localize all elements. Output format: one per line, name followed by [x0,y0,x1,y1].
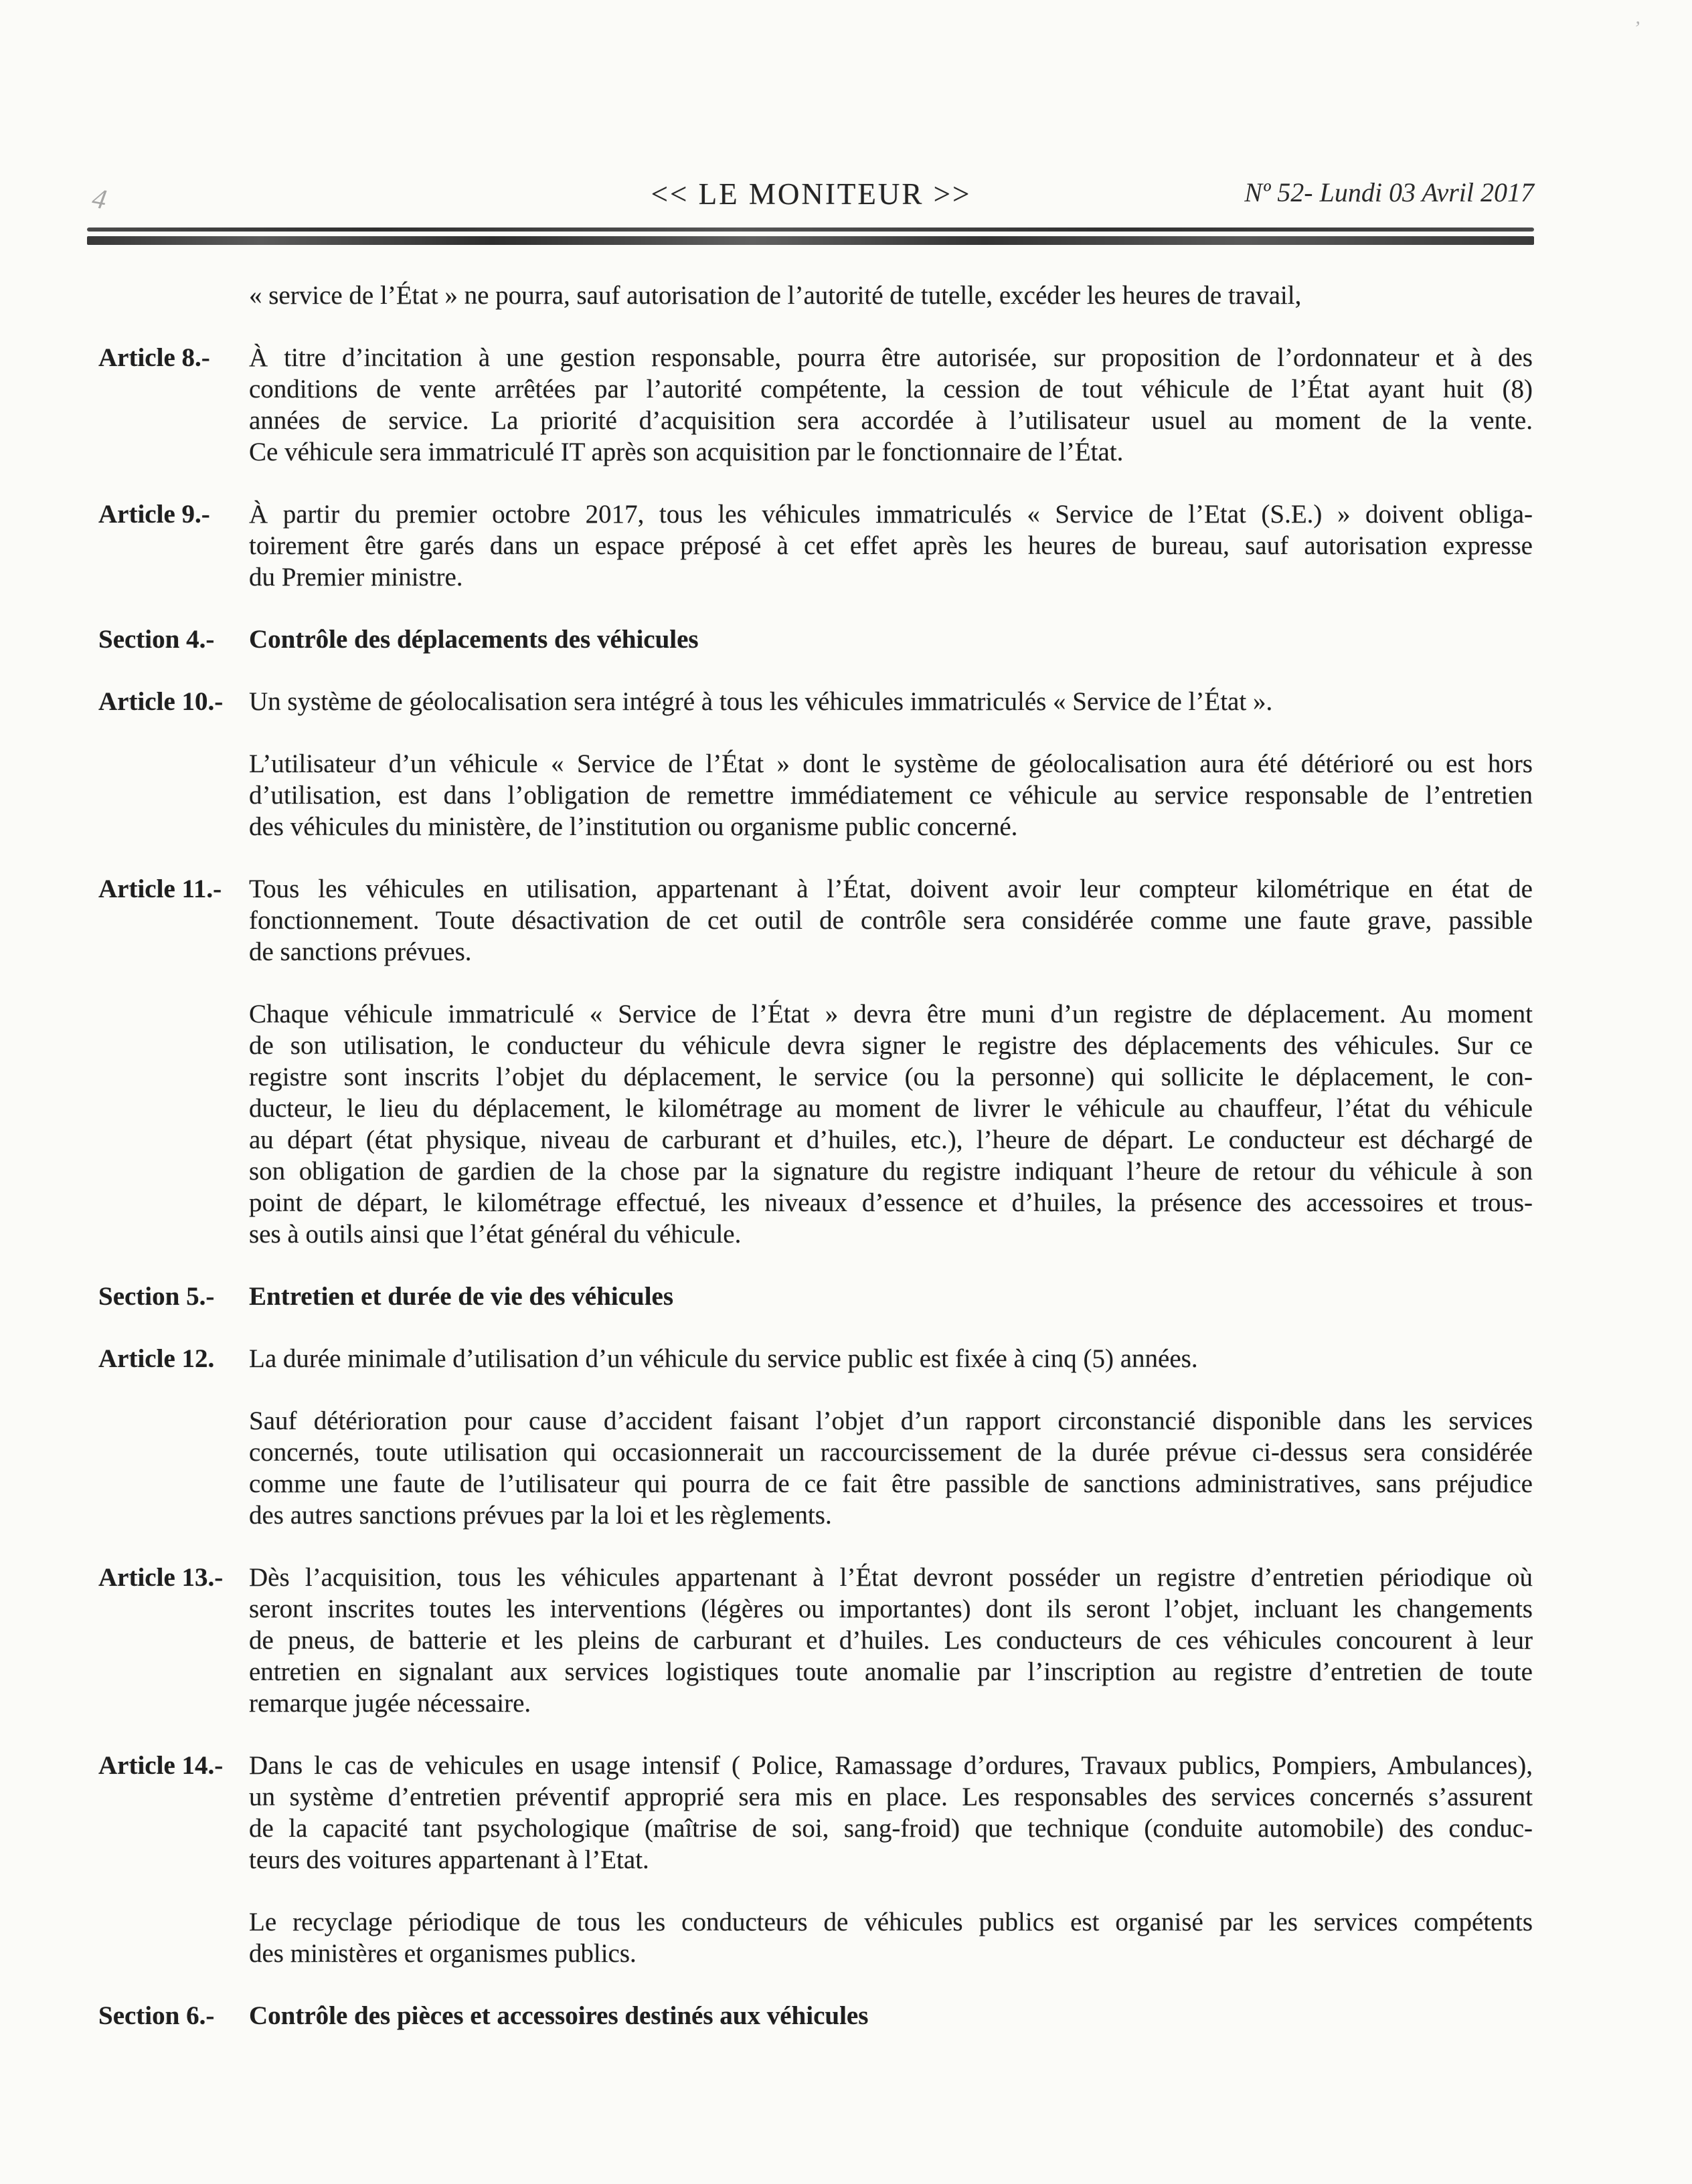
section-label: Section 4.- [98,625,215,654]
block-text [249,1906,1533,1969]
text-line: fonctionnement. Toute désactivation de cet outil de contrôle sera considérée comme une faute grave, passible [249,906,1533,935]
text-line: du Premier ministre. [249,563,463,592]
article-label: Article 12. [98,1344,215,1373]
text-line: années de service. La priorité d’acquisition sera accordée à l’utilisateur usuel au moment de la vente. [249,406,1533,435]
gazette-title: << LE MONITEUR >> [651,177,972,211]
page-number: 4 [90,183,109,216]
text-line: Dans le cas de vehicules en usage intensif ( Police, Ramassage d’ordures, Travaux publics, Pompiers, Ambulances), [249,1751,1533,1780]
text-line: concernés, toute utilisation qui occasionnerait un raccourcissement de la durée prévue ci-dessus sera considérée [249,1438,1533,1467]
article-text [249,686,1533,717]
text-line: des autres sanctions prévues par la loi et les règlements. [249,1501,832,1530]
text-line: « service de l’État » ne pourra, sauf autorisation de l’autorité de tutelle, excéder les heures de travail, [249,281,1302,310]
text-line: Un système de géolocalisation sera intégré à tous les véhicules immatriculés « Service de l’État ». [249,687,1273,716]
text-line: de son utilisation, le conducteur du véhicule devra signer le registre des déplacements des véhicules. Sur ce [249,1031,1533,1060]
text-line: point de départ, le kilométrage effectué, les niveaux d’essence et d’huiles, la présence des accessoires et trous- [249,1188,1533,1217]
text-line: comme une faute de l’utilisateur qui pourra de ce fait être passible de sanctions administratives, sans préjudice [249,1469,1533,1498]
text-line: Entretien et durée de vie des véhicules [249,1282,674,1311]
text-line: L’utilisateur d’un véhicule « Service de l’État » dont le système de géolocalisation aura été détérioré ou est hors [249,749,1533,778]
block-label [98,998,249,1250]
text-line: Le recyclage périodique de tous les conducteurs de véhicules publics est organisé par les services compétents [249,1908,1533,1936]
section-title [249,624,1533,655]
article-14-block [98,1750,1533,1876]
section-label: Section 6.- [98,2001,215,2030]
article-text [249,498,1533,593]
article-label: Article 11.- [98,875,222,903]
divider-line-bottom [87,236,1534,245]
text-line: entretien en signalant aux services logistiques toute anomalie par l’inscription au registre d’entretien de toute [249,1657,1533,1686]
section-title [249,2000,1533,2031]
text-line: toirement être garés dans un espace préposé à cet effet après les heures de bureau, sauf autorisation expresse [249,531,1533,560]
article-label: Article 10.- [98,687,224,716]
text-line: Contrôle des déplacements des véhicules [249,625,699,654]
text-line: À titre d’incitation à une gestion responsable, pourra être autorisée, sur proposition de l’ordonnateur et à des [249,343,1533,372]
section-label: Section 5.- [98,1282,215,1311]
article-13-block [98,1562,1533,1719]
article-12-block [98,1343,1533,1374]
text-line: de pneus, de batterie et les pleins de carburant et d’huiles. Les conducteurs de ces véhicules concourent à leur [249,1626,1533,1655]
text-line: teurs des voitures appartenant à l’Etat. [249,1845,649,1874]
article-10-block [98,686,1533,717]
document-body [98,280,1533,2062]
section-5-heading [98,1281,1533,1312]
text-line: de sanctions prévues. [249,937,472,966]
text-line: conditions de vente arrêtées par l’autorité compétente, la cession de tout véhicule de l’État ayant huit (8) [249,375,1533,403]
block-text [249,998,1533,1250]
paragraph-block [98,998,1533,1250]
issue-date: Nº 52- Lundi 03 Avril 2017 [1244,177,1534,207]
text-line: son obligation de gardien de la chose par la signature du registre indiquant l’heure de retour du véhicule à son [249,1157,1533,1186]
section-title [249,1281,1533,1312]
block-label [98,1405,249,1531]
divider-line-top [87,227,1534,232]
block-text [249,280,1533,311]
text-line: des ministères et organismes publics. [249,1939,637,1968]
block-text [249,748,1533,842]
paragraph-block [98,748,1533,842]
text-line: Ce véhicule sera immatriculé IT après son acquisition par le fonctionnaire de l’État. [249,438,1124,466]
text-line: Sauf détérioration pour cause d’accident faisant l’objet d’un rapport circonstancié disponible dans les services [249,1406,1533,1435]
text-line: seront inscrites toutes les interventions (légères ou importantes) dont ils seront l’objet, incluant les changements [249,1595,1533,1623]
text-line: ducteur, le lieu du déplacement, le kilométrage au moment de livrer le véhicule au chauffeur, l’état du véhicule [249,1094,1533,1123]
article-label: Article 9.- [98,500,210,529]
article-label: Article 8.- [98,343,210,372]
paragraph-block [98,280,1533,311]
article-text [249,1750,1533,1876]
section-6-heading [98,2000,1533,2031]
article-11-block [98,873,1533,968]
text-line: ses à outils ainsi que l’état général du véhicule. [249,1220,742,1249]
text-line: d’utilisation, est dans l’obligation de remettre immédiatement ce véhicule au service responsable de l’entretien [249,781,1533,810]
article-text [249,873,1533,968]
article-text [249,1562,1533,1719]
page-header [88,177,1534,219]
text-line: À partir du premier octobre 2017, tous les véhicules immatriculés « Service de l’Etat (S.E.) » doivent obliga- [249,500,1533,529]
article-text [249,1343,1533,1374]
block-text [249,1405,1533,1531]
block-label [98,748,249,842]
article-8-block [98,342,1533,468]
text-line: La durée minimale d’utilisation d’un véhicule du service public est fixée à cinq (5) années. [249,1344,1198,1373]
text-line: des véhicules du ministère, de l’institution ou organisme public concerné. [249,812,1018,841]
text-line: un système d’entretien préventif approprié sera mis en place. Les responsables des services concernés s’assurent [249,1783,1533,1811]
scan-artifact: ʼ [1633,17,1640,39]
text-line: Contrôle des pièces et accessoires destinés aux véhicules [249,2001,869,2030]
text-line: Chaque véhicule immatriculé « Service de l’État » devra être muni d’un registre de déplacement. Au moment [249,1000,1533,1028]
header-divider [87,227,1534,245]
text-line: remarque jugée nécessaire. [249,1689,531,1718]
block-label [98,1906,249,1969]
paragraph-block [98,1405,1533,1531]
paragraph-block [98,1906,1533,1969]
text-line: Dès l’acquisition, tous les véhicules appartenant à l’État devront posséder un registre d’entretien périodique où [249,1563,1533,1592]
text-line: Tous les véhicules en utilisation, appartenant à l’État, doivent avoir leur compteur kilométrique en état de [249,875,1533,903]
article-label: Article 14.- [98,1751,224,1780]
section-4-heading [98,624,1533,655]
text-line: au départ (état physique, niveau de carburant et d’huiles, etc.), l’heure de départ. Le conducteur est déchargé de [249,1125,1533,1154]
article-text [249,342,1533,468]
article-label: Article 13.- [98,1563,224,1592]
block-label [98,280,249,311]
article-9-block [98,498,1533,593]
text-line: registre sont inscrits l’objet du déplacement, le service (ou la personne) qui sollicite le déplacement, le con- [249,1063,1533,1091]
text-line: de la capacité tant psychologique (maîtrise de soi, sang-froid) que technique (conduite automobile) des conduc- [249,1814,1533,1843]
